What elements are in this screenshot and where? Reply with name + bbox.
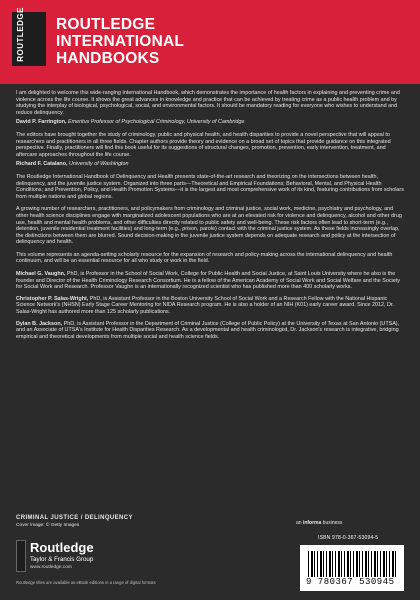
barcode-bars bbox=[308, 551, 396, 577]
blurb-1-name: David P. Farrington, bbox=[16, 119, 67, 126]
routledge-logo-text: ROUTLEDGE bbox=[16, 7, 25, 62]
bio-jackson-name: Dylan B. Jackson, bbox=[16, 320, 63, 327]
blurb-2-role: University of Washington bbox=[69, 161, 129, 168]
informa-bold: informa bbox=[302, 520, 322, 526]
blurb-1-role: Emeritus Professor of Psychological Criminology, University of Cambridge bbox=[68, 119, 245, 126]
header-banner bbox=[0, 0, 420, 84]
bio-jackson bbox=[16, 321, 406, 341]
subject-category: CRIMINAL JUSTICE / DELINQUENCY bbox=[16, 515, 133, 521]
bio-vaughn bbox=[16, 271, 406, 291]
description-paragraph-3: This volume represents an agenda-setting scholarly resource for the expansion of research and policy-making across the international delinquency and health continuum, and will be an essential resource for all who study or work in the field. bbox=[16, 251, 393, 265]
blurb-1-text: I am delighted to welcome this wide-ranging International Handbook, which demonstrates the importance of health factors in explaining and preventing crime and violence across the life course. It shows the great advances in knowledge and practice that can be achieved by treating crime as a public health problem and by studying the interplay of biological, psychological, social, and environmental factors. It should be mandatory reading for everyone who wishes to understand and reduce delinquency. bbox=[16, 90, 400, 116]
bio-salas-wright bbox=[16, 296, 406, 316]
series-line-1: ROUTLEDGE bbox=[56, 16, 156, 33]
isbn-text: ISBN 978-0-367-53094-5 bbox=[318, 535, 379, 541]
bio-jackson-text: PhD, is Assistant Professor in the Department of Criminal Justice (College of Public Policy) at the University of Texas at San Antonio (UTSA), and an Associate of UTSA's Institute for Health Disparities Research. As a developmental and health criminologist, Dr. Jackson's research is integrative, bridging empirical and theoretical developments from multiple social and health science fields. bbox=[16, 320, 400, 340]
blurb-2-name: Richard F. Catalano, bbox=[16, 161, 68, 168]
bio-vaughn-name: Michael G. Vaughn, bbox=[16, 271, 66, 278]
publisher-website: www.routledge.com bbox=[30, 565, 72, 570]
cover-credit: Cover image: © Getty Images bbox=[16, 523, 80, 528]
description-paragraph-1: The Routledge International Handbook of Delinquency and Health presents state-of-the-art research and theorizing on the intersections between health, delinquency, and the juvenile justice system. Organized into three parts—Theoretical and Empirical Foundations; Behavioral, Mental, and Physical Health Conditions; and Prevention, Policy, and Health Promotion Systems—it is the largest and most comprehensive work of its kind, featuring contributions from scholars from multiple nations and global regions. bbox=[16, 173, 404, 200]
blurb-2-text: The editors have brought together the study of criminology, public and physical health, and health disparities to provide a novel perspective that will appeal to researchers and practitioners in all three fields. Chapter authors provide theory and evidence on a broad set of topics that provide guidance on this integrated perspective. Finally, practitioners will find this book useful for its suggestions of structural changes, promotion, prevention, early intervention, treatment, and aftercare approaches throughout the life course. bbox=[16, 131, 391, 158]
informa-business bbox=[296, 520, 342, 526]
barcode bbox=[300, 545, 404, 591]
blurb-1-attribution bbox=[16, 119, 406, 126]
informa-suffix: business bbox=[321, 520, 343, 526]
back-cover-text bbox=[16, 90, 406, 345]
bio-salas-wright-text: PhD, is Assistant Professor in the Boston University School of Social Work and a Research Fellow with the National Hispanic Science Network's (NHSN) Early Stage Career Mentoring for NIDA Research program. He is also a holder of an NIH (K01) early career award. Since 2012, Dr. Salas-Wright has authored more than 125 scholarly publications. bbox=[16, 295, 394, 316]
description-paragraph-2: A growing number of researchers, practitioners, and policymakers from criminology and criminal justice, social work, medicine, psychiatry and psychology, and other health science disciplines engage with marginalized adolescent populations who are at an elevated risk for violence and delinquency, alcohol and other drug use, health and mental health problems, and other difficulties directly related to public safety and well-being. These risk factors often lead to short-term (e.g., detention, juvenile residential treatment facilities) and long-term (e.g., prison, parole) contact with the criminal justice system. As these fields increasingly overlap, the distinctions between them are blurred. Sound decision-making in the juvenile justice system depends on adequate research and policy at the intersection of delinquency and health. bbox=[16, 206, 402, 246]
bio-vaughn-text: PhD, is Professor in the School of Social Work, College for Public Health and Social Justice, at Saint Louis University where he also is the founder and Director of the Health Criminology Research Consortium. He is a fellow of the American Academy of Social Work and Social Welfare and the Society for Social Work and Research. Professor Vaughn is an internationally recognized scientist who has published more than 400 scholarly works. bbox=[16, 271, 400, 291]
blurb-2-attribution bbox=[16, 161, 406, 168]
bio-salas-wright-name: Christopher P. Salas-Wright, bbox=[16, 295, 89, 302]
series-title bbox=[56, 16, 184, 67]
routledge-logo bbox=[12, 7, 46, 66]
series-line-2: INTERNATIONAL bbox=[56, 33, 185, 50]
ebook-fine-print: Routledge titles are available as eBook editions in a range of digital formats bbox=[16, 580, 156, 585]
informa-prefix: an bbox=[296, 520, 303, 526]
publisher-group: Taylor & Francis Group bbox=[30, 556, 94, 563]
routledge-emblem-icon bbox=[16, 540, 26, 572]
series-line-3: HANDBOOKS bbox=[56, 50, 160, 67]
publisher-name: Routledge bbox=[30, 540, 94, 555]
barcode-number: 9 780367 530945 bbox=[306, 577, 395, 587]
